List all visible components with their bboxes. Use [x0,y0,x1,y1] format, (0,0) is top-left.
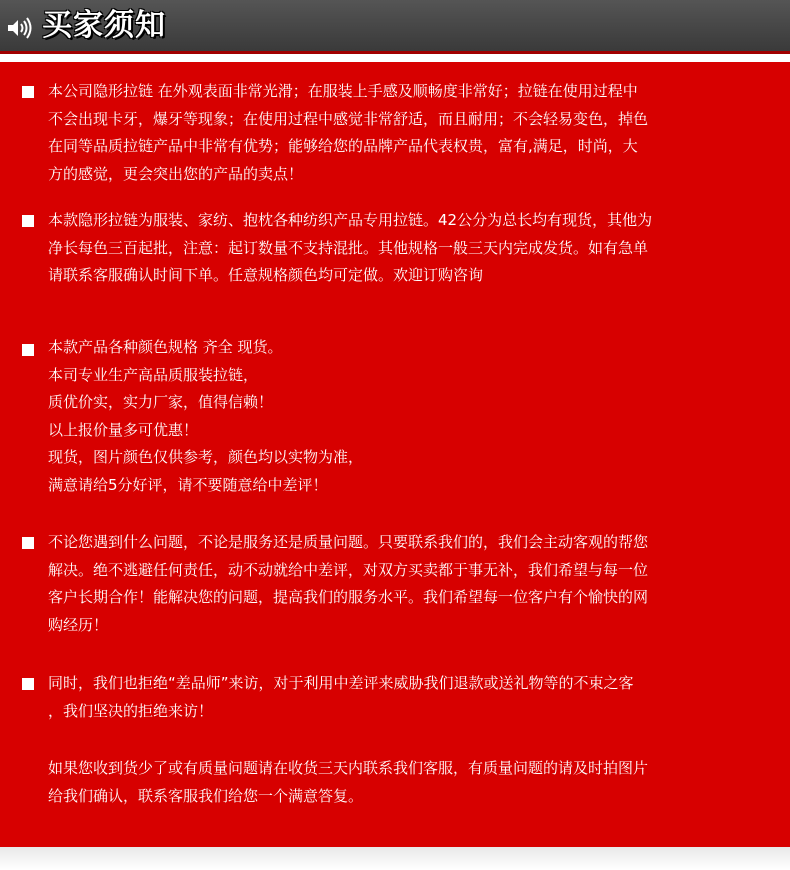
notice-line: 客户长期合作！能解决您的问题，提高我们的服务水平。我们希望每一位客户有个愉快的网 [48,588,649,606]
notice-line: 如果您收到货少了或有质量问题请在收货三天内联系我们客服，有质量问题的请及时拍图片 [48,759,649,777]
notice-paragraph-2 [48,207,772,290]
notice-line: 给我们确认，联系客服我们给您一个满意答复。 [48,786,364,805]
notice-line: 本款产品各种颜色规格 齐全 现货。 [48,338,283,356]
notice-line: 在同等品质拉链产品中非常有优势；能够给您的品牌产品代表权贵，富有,满足，时尚，大 [48,137,638,155]
bullet-icon [22,86,34,98]
divider [0,54,790,62]
header-bar [0,0,790,54]
footer-note [48,755,772,810]
notice-line: 不论您遇到什么问题，不论是服务还是质量问题。只要联系我们的，我们会主动客观的帮您 [48,533,649,551]
notice-line: 本公司隐形拉链 在外观表面非常光滑；在服装上手感及顺畅度非常好；拉链在使用过程中 [48,82,638,100]
notice-line: 现货，图片颜色仅供参考，颜色均以实物为准， [48,448,364,466]
notice-line: 满意请给5分好评，请不要随意给中差评！ [48,475,328,494]
speaker-icon [6,17,34,39]
notice-line: 不会出现卡牙，爆牙等现象；在使用过程中感觉非常舒适，而且耐用；不会轻易变色，掉色 [48,109,649,128]
notice-line: 请联系客服确认时间下单。任意规格颜色均可定做。欢迎订购咨询 [48,266,484,284]
notice-paragraph-1 [48,78,772,188]
bottom-strip [0,847,790,870]
notice-line: 本司专业生产高品质服装拉链， [48,365,259,384]
bullet-icon [22,215,34,227]
notice-line: 同时，我们也拒绝“差品师”来访，对于利用中差评来威胁我们退款或送礼物等的不束之客 [48,674,634,692]
page-title: 买家须知 [42,8,166,43]
notice-line: 本款隐形拉链为服装、家纺、抱枕各种纺织产品专用拉链。42公分为总长均有现货，其他为 [48,211,653,229]
bullet-icon [22,537,34,549]
notice-line: 质优价实，实力厂家，值得信赖！ [48,393,274,411]
notice-line: 方的感觉，更会突出您的产品的卖点！ [48,164,304,183]
notice-paragraph-4 [48,529,772,639]
bullet-icon [22,344,34,356]
notice-line: 解决。绝不逃避任何责任，动不动就给中差评，对双方买卖都于事无补，我们希望与每一位 [48,560,649,579]
notice-paragraph-3 [48,334,772,499]
notice-line: 净长每色三百起批，注意：起订数量不支持混批。其他规格一般三天内完成发货。如有急单 [48,238,649,257]
notice-line: 购经历！ [48,615,109,634]
notice-line: ，我们坚决的拒绝来访！ [48,701,214,720]
notice-line: 以上报价量多可优惠！ [48,420,199,439]
bullet-icon [22,678,34,690]
notice-paragraph-5 [48,670,772,725]
